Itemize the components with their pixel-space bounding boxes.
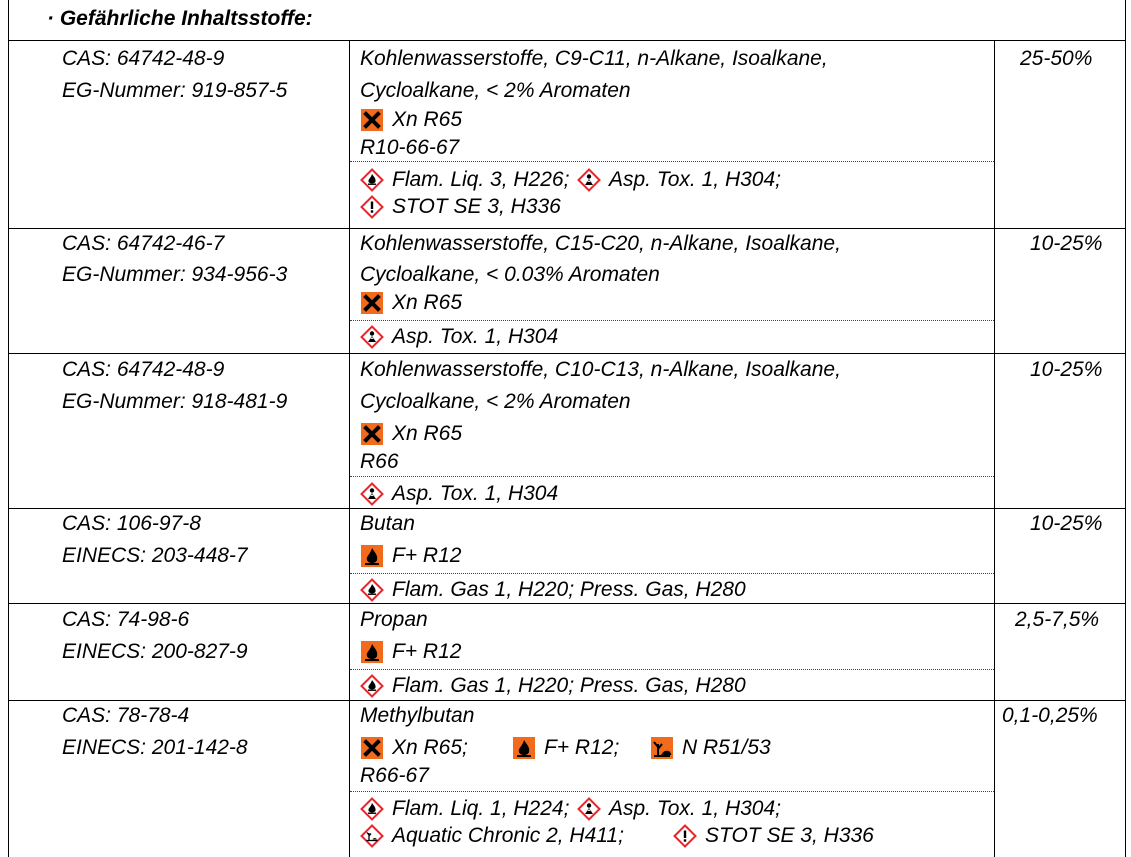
column-divider-1 — [349, 40, 350, 857]
cas-number: CAS: 106-97-8 — [62, 512, 201, 535]
substance-name: Propan — [360, 608, 428, 631]
ghs-classification: Flam. Liq. 1, H224; — [392, 797, 570, 820]
classification-separator — [350, 161, 994, 162]
cas-number: CAS: 78-78-4 — [62, 704, 190, 727]
harmful-xn-icon — [360, 736, 384, 760]
classification-separator — [350, 791, 994, 792]
concentration: 25-50% — [1020, 47, 1093, 70]
exclamation-ghs07-icon — [360, 195, 384, 219]
ghs-classification: Flam. Gas 1, H220; Press. Gas, H280 — [392, 674, 746, 697]
harmful-xn-icon — [360, 422, 384, 446]
harmful-xn-icon — [360, 108, 384, 132]
cas-number: CAS: 64742-46-7 — [62, 232, 225, 255]
einecs-number: EINECS: 203-448-7 — [62, 544, 248, 567]
row-divider — [8, 40, 1126, 41]
eu-classification: F+ R12 — [392, 544, 462, 567]
eu-classification: F+ R12; — [544, 736, 620, 759]
eu-classification: N R51/53 — [682, 736, 771, 759]
eu-classification: F+ R12 — [392, 640, 462, 663]
table-border-right — [1125, 0, 1126, 857]
environment-n-icon — [650, 736, 674, 760]
health-hazard-ghs08-icon — [577, 797, 601, 821]
ghs-classification: STOT SE 3, H336 — [705, 824, 874, 847]
eu-classification: Xn R65 — [392, 108, 463, 131]
substance-name: Cycloalkane, < 2% Aromaten — [360, 79, 631, 102]
substance-name: Methylbutan — [360, 704, 475, 727]
cas-number: CAS: 64742-48-9 — [62, 47, 225, 70]
ghs-classification: Asp. Tox. 1, H304 — [392, 325, 559, 348]
ghs-classification: Asp. Tox. 1, H304 — [392, 482, 559, 505]
r-phrases: R66 — [360, 450, 399, 473]
classification-separator — [350, 476, 994, 477]
row-divider — [8, 508, 1126, 509]
classification-separator — [350, 573, 994, 574]
ec-number: EG-Nummer: 934-956-3 — [62, 263, 288, 286]
ghs-classification: STOT SE 3, H336 — [392, 195, 561, 218]
r-phrases: R10-66-67 — [360, 136, 460, 159]
substance-name: Cycloalkane, < 0.03% Aromaten — [360, 263, 660, 286]
exclamation-ghs07-icon — [673, 824, 697, 848]
eu-classification: Xn R65; — [392, 736, 468, 759]
flame-ghs02-icon — [360, 674, 384, 698]
ec-number: EG-Nummer: 919-857-5 — [62, 79, 288, 102]
substance-name: Kohlenwasserstoffe, C10-C13, n-Alkane, Isoalkane, — [360, 358, 841, 381]
concentration: 10-25% — [1030, 358, 1103, 381]
row-divider — [8, 228, 1126, 229]
substance-name: Kohlenwasserstoffe, C9-C11, n-Alkane, Isoalkane, — [360, 47, 828, 70]
substance-name: Butan — [360, 512, 415, 535]
cas-number: CAS: 74-98-6 — [62, 608, 190, 631]
ghs-classification: Aquatic Chronic 2, H411; — [392, 824, 624, 847]
concentration: 10-25% — [1030, 232, 1103, 255]
flame-fplus-icon — [360, 544, 384, 568]
environment-ghs09-icon — [360, 824, 384, 848]
table-border-left — [8, 0, 9, 857]
health-hazard-ghs08-icon — [360, 325, 384, 349]
flame-ghs02-icon — [360, 578, 384, 602]
section-title: · Gefährliche Inhaltsstoffe: — [47, 7, 313, 30]
concentration: 10-25% — [1030, 512, 1103, 535]
harmful-xn-icon — [360, 291, 384, 315]
concentration: 2,5-7,5% — [1015, 608, 1100, 631]
health-hazard-ghs08-icon — [360, 482, 384, 506]
concentration: 0,1-0,25% — [1002, 704, 1098, 727]
flame-fplus-icon — [360, 640, 384, 664]
flame-ghs02-icon — [360, 168, 384, 192]
ghs-classification: Asp. Tox. 1, H304; — [609, 168, 781, 191]
cas-number: CAS: 64742-48-9 — [62, 358, 225, 381]
substance-name: Kohlenwasserstoffe, C15-C20, n-Alkane, Isoalkane, — [360, 232, 841, 255]
flame-fplus-icon — [512, 736, 536, 760]
row-divider — [8, 353, 1126, 354]
r-phrases: R66-67 — [360, 764, 429, 787]
eu-classification: Xn R65 — [392, 422, 463, 445]
eu-classification: Xn R65 — [392, 291, 463, 314]
einecs-number: EINECS: 200-827-9 — [62, 640, 248, 663]
flame-ghs02-icon — [360, 797, 384, 821]
row-divider — [8, 700, 1126, 701]
ec-number: EG-Nummer: 918-481-9 — [62, 390, 288, 413]
classification-separator — [350, 669, 994, 670]
health-hazard-ghs08-icon — [577, 168, 601, 192]
column-divider-2 — [994, 40, 995, 857]
substance-name: Cycloalkane, < 2% Aromaten — [360, 390, 631, 413]
classification-separator — [350, 320, 994, 321]
row-divider — [8, 603, 1126, 604]
einecs-number: EINECS: 201-142-8 — [62, 736, 248, 759]
ghs-classification: Flam. Liq. 3, H226; — [392, 168, 570, 191]
ghs-classification: Flam. Gas 1, H220; Press. Gas, H280 — [392, 578, 746, 601]
ghs-classification: Asp. Tox. 1, H304; — [609, 797, 781, 820]
